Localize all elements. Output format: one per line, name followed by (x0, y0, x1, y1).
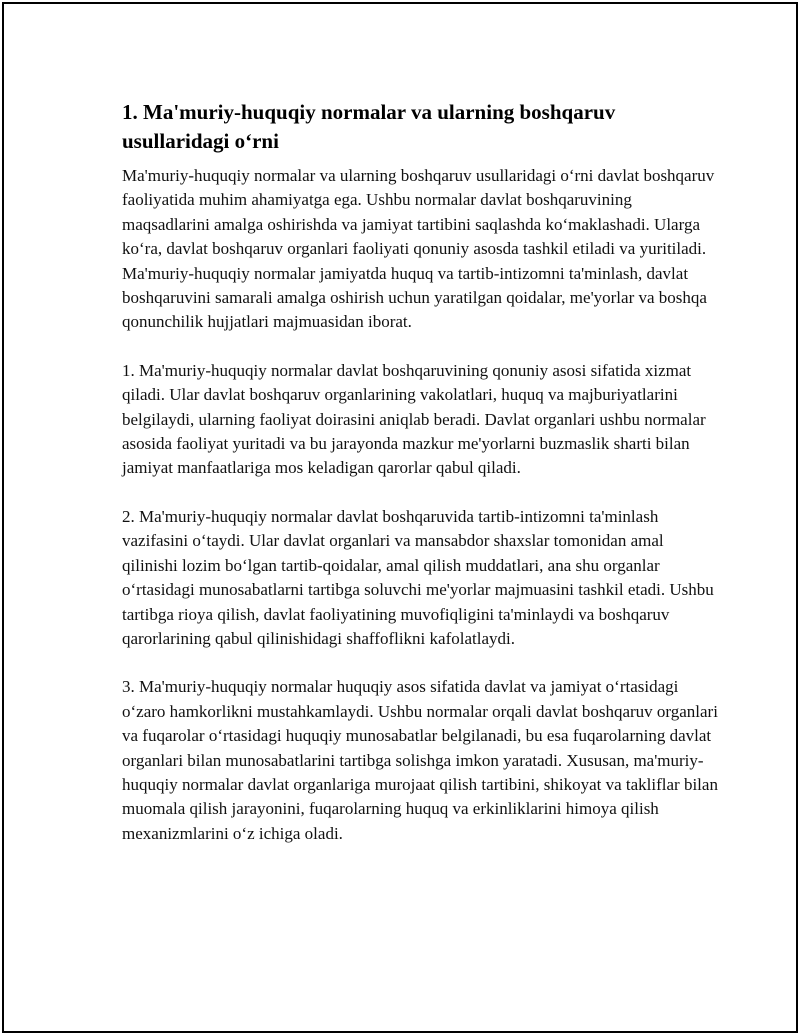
paragraph-point-1: 1. Ma'muriy-huquqiy normalar davlat boshqaruvining qonuniy asosi sifatida xizmat qiladi. Ular davlat boshqaruv organlarining vakolatlari, huquq va majburiyatlarini belgilaydi, ularning faoliyat doirasini aniqlab beradi. Davlat organlari ushbu normalar asosida faoliyat yuritadi va bu jarayonda mazkur me'yorlarni buzmaslik sharti bilan jamiyat manfaatlariga mos keladigan qarorlar qabul qiladi. (122, 360, 706, 478)
document-body (122, 98, 722, 846)
paragraph-point-2: 2. Ma'muriy-huquqiy normalar davlat boshqaruvida tartib-intizomni ta'minlash vazifasini o‘taydi. Ular davlat organlari va mansabdor shaxslar tomonidan amal qilinishi lozim bo‘lgan tartib-qoidalar, amal qilish muddatlari, ana shu organlar o‘rtasidagi munosabatlarni tartibga soluvchi me'yorlar majmuasini tashkil etadi. Ushbu tartibga rioya qilish, davlat faoliyatining muvofiqligini ta'minlaydi va boshqaruv qarorlarining qabul qilinishidagi shaffoflikni kafolatlaydi. (122, 506, 714, 648)
document-title: 1. Ma'muriy-huquqiy normalar va ularning boshqaruv usullaridagi o‘rni (122, 100, 616, 153)
document-page (2, 2, 798, 1033)
paragraph-point-3: 3. Ma'muriy-huquqiy normalar huquqiy asos sifatida davlat va jamiyat o‘rtasidagi o‘zaro hamkorlikni mustahkamlaydi. Ushbu normalar orqali davlat boshqaruv organlari va fuqarolar o‘rtasidagi huquqiy munosabatlar belgilanadi, bu esa fuqarolarning davlat organlari bilan munosabatlarini tartibga solishga imkon yaratadi. Xususan, ma'muriy-huquqiy normalar davlat organlariga murojaat qilish tartibini, shikoyat va takliflar bilan muomala qilish jarayonini, fuqarolarning huquq va erkinliklarini himoya qilish mexanizmlarini o‘z ichiga oladi. (122, 677, 718, 843)
intro-paragraph: Ma'muriy-huquqiy normalar va ularning boshqaruv usullaridagi o‘rni davlat boshqaruv faoliyatida muhim ahamiyatga ega. Ushbu normalar davlat boshqaruvining maqsadlarini amalga oshirishda va jamiyat tartibini saqlashda ko‘maklashadi. Ularga ko‘ra, davlat boshqaruv organlari faoliyati qonuniy asosda tashkil etiladi va yuritiladi. Ma'muriy-huquqiy normalar jamiyatda huquq va tartib-intizomni ta'minlash, davlat boshqaruvini samarali amalga oshirish uchun yaratilgan qoidalar, me'yorlar va boshqa qonunchilik hujjatlari majmuasidan iborat. (122, 166, 715, 332)
